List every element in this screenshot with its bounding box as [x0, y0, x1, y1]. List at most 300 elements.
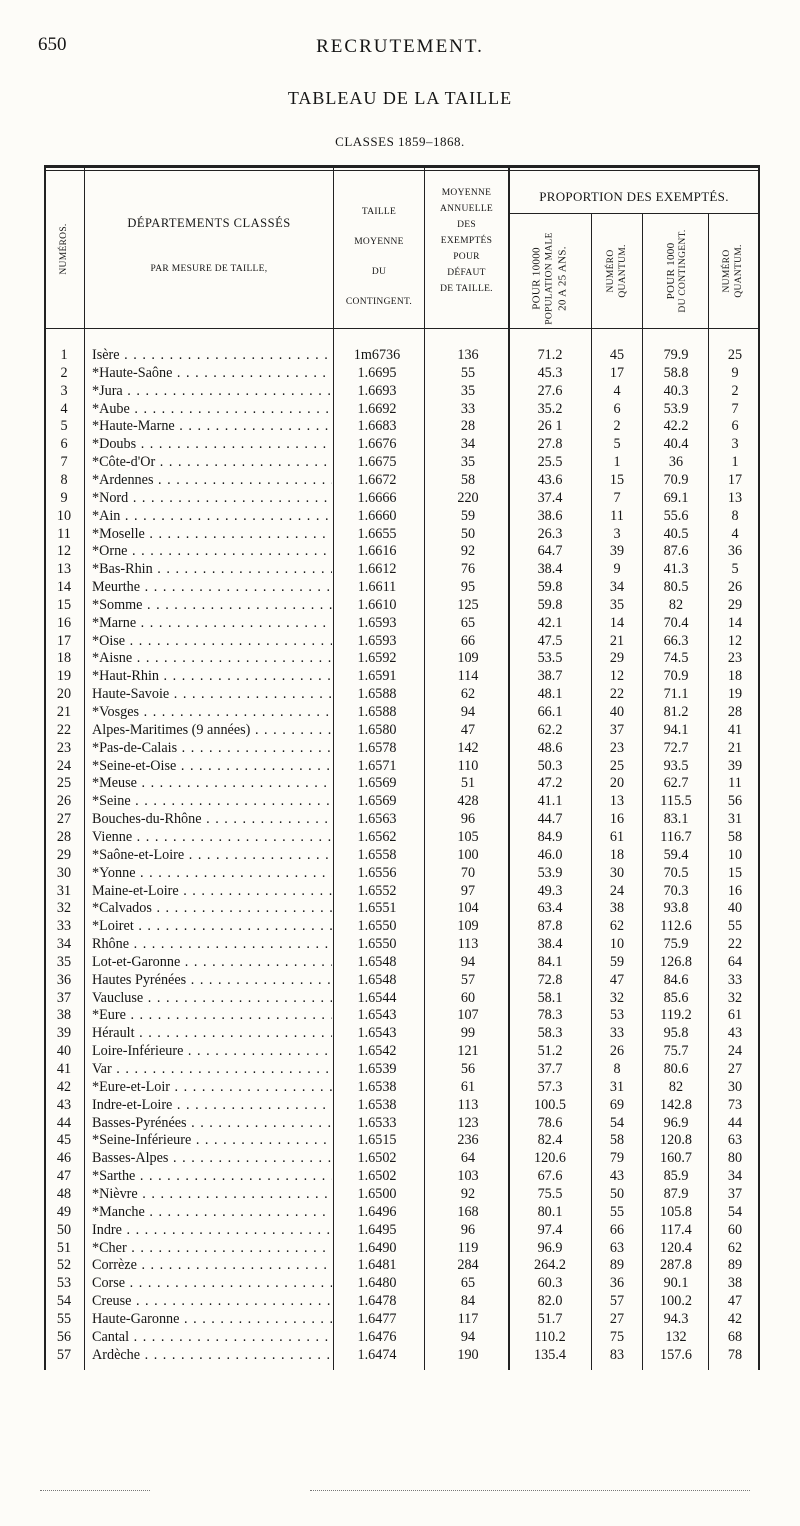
per-10000: 57.3 [537, 1078, 563, 1095]
quantum-rank-1: 36 [609, 1275, 625, 1292]
quantum-rank-2: 26 [727, 579, 743, 596]
per-1000: 58.8 [663, 364, 689, 381]
quantum-rank-2: 89 [727, 1257, 743, 1274]
header-pour1000-l2: DU CONTINGENT. [678, 229, 688, 313]
table-row [44, 704, 760, 722]
per-10000: 48.6 [537, 739, 563, 756]
per-10000: 38.6 [537, 507, 563, 524]
table-row [44, 954, 760, 972]
mean-height: 1.6543 [357, 1007, 397, 1024]
quantum-rank-1: 47 [609, 971, 625, 988]
mean-height: 1.6478 [357, 1293, 397, 1310]
per-10000: 59.8 [537, 579, 563, 596]
quantum-rank-1: 61 [609, 828, 625, 845]
quantum-rank-1: 7 [613, 489, 621, 506]
quantum-rank-1: 14 [609, 614, 625, 631]
quantum-rank-1: 53 [609, 1007, 625, 1024]
row-number: 57 [56, 1346, 72, 1363]
per-10000: 120.6 [534, 1150, 566, 1167]
page-number: 650 [38, 34, 67, 55]
annual-exempted: 103 [457, 1168, 479, 1185]
quantum-rank-2: 68 [727, 1328, 743, 1345]
department-name: Haute-Savoie . . . [92, 686, 332, 704]
quantum-rank-1: 27 [609, 1310, 625, 1327]
department-name: *Yonne . . . [92, 865, 332, 883]
per-10000: 37.7 [537, 1061, 563, 1077]
header-moyenne-l5: POUR [453, 252, 480, 262]
mean-height: 1.6588 [357, 704, 397, 720]
annual-exempted: 104 [457, 900, 479, 917]
mean-height: 1.6515 [357, 1132, 397, 1149]
header-moyenne-l6: DÉFAUT [447, 268, 486, 278]
quantum-rank-1: 63 [609, 1239, 625, 1256]
quantum-rank-2: 55 [727, 918, 743, 935]
department-name: Indre-et-Loire . . . [92, 1097, 332, 1115]
table-row [44, 1257, 760, 1275]
table-row [44, 775, 760, 793]
quantum-rank-2: 12 [727, 632, 743, 649]
annual-exempted: 58 [460, 471, 476, 488]
per-10000: 51.2 [537, 1043, 563, 1060]
row-number: 8 [60, 471, 68, 488]
mean-height: 1.6548 [357, 971, 397, 988]
per-10000: 45.3 [537, 364, 563, 381]
quantum-rank-2: 29 [727, 596, 743, 613]
row-number: 43 [56, 1096, 72, 1113]
annual-exempted: 47 [460, 721, 476, 738]
department-name: *Haute-Saône . . . [92, 365, 332, 383]
annual-exempted: 56 [460, 1061, 476, 1077]
quantum-rank-2: 21 [727, 739, 743, 756]
quantum-rank-1: 15 [609, 471, 625, 488]
quantum-rank-1: 20 [609, 775, 625, 792]
quantum-rank-2: 56 [727, 793, 743, 810]
per-10000: 53.9 [537, 864, 563, 881]
quantum-rank-2: 28 [727, 704, 743, 720]
table-row [44, 847, 760, 865]
per-10000: 26 1 [537, 418, 563, 435]
table-row [44, 1240, 760, 1258]
per-10000: 64.7 [537, 543, 563, 560]
quantum-rank-1: 12 [609, 668, 625, 685]
quantum-rank-1: 1 [613, 454, 621, 471]
quantum-rank-1: 23 [609, 739, 625, 756]
department-name: Loire-Inférieure . . . [92, 1043, 332, 1061]
table-row [44, 1311, 760, 1329]
annual-exempted: 117 [457, 1310, 479, 1327]
row-number: 41 [56, 1061, 72, 1077]
table-title: TABLEAU DE LA TAILLE [287, 88, 513, 108]
quantum-rank-1: 75 [609, 1328, 625, 1345]
row-number: 48 [56, 1185, 72, 1202]
quantum-rank-1: 66 [609, 1221, 625, 1238]
row-number: 22 [56, 721, 72, 738]
proportion-rule [509, 213, 760, 214]
per-1000: 105.8 [660, 1203, 692, 1220]
header-pour10000-l3: 20 A 25 ANS. [556, 246, 569, 311]
department-name: Meurthe . . . [92, 579, 332, 597]
annual-exempted: 110 [457, 757, 479, 774]
department-name: *Meuse . . . [92, 775, 332, 793]
quantum-rank-2: 62 [727, 1239, 743, 1256]
row-number: 10 [56, 507, 72, 524]
quantum-rank-2: 39 [727, 757, 743, 774]
quantum-rank-1: 38 [609, 900, 625, 917]
per-10000: 44.7 [537, 811, 563, 828]
table-row [44, 579, 760, 597]
per-1000: 157.6 [660, 1346, 692, 1363]
table-row [44, 1168, 760, 1186]
header-taille-l2: MOYENNE [354, 237, 404, 247]
mean-height: 1.6666 [357, 489, 397, 506]
department-name: Haute-Garonne . . . [92, 1311, 332, 1329]
per-10000: 264.2 [534, 1257, 566, 1274]
per-10000: 110.2 [534, 1328, 566, 1345]
quantum-rank-2: 80 [727, 1150, 743, 1167]
row-number: 19 [56, 668, 72, 685]
mean-height: 1.6538 [357, 1078, 397, 1095]
per-1000: 79.9 [663, 347, 689, 363]
per-10000: 27.6 [537, 382, 563, 399]
department-name: *Aube . . . [92, 401, 332, 419]
department-name: *Doubs . . . [92, 436, 332, 454]
quantum-rank-1: 62 [609, 918, 625, 935]
per-10000: 59.8 [537, 596, 563, 613]
table-row [44, 1007, 760, 1025]
quantum-rank-2: 43 [727, 1025, 743, 1042]
per-10000: 62.2 [537, 721, 563, 738]
per-1000: 84.6 [663, 971, 689, 988]
mean-height: 1.6672 [357, 471, 397, 488]
per-1000: 132 [665, 1328, 687, 1345]
per-1000: 85.9 [663, 1168, 689, 1185]
table-top-rule-thin [44, 170, 760, 171]
mean-height: 1.6550 [357, 936, 397, 953]
per-10000: 97.4 [537, 1221, 563, 1238]
department-name: Maine-et-Loire . . . [92, 883, 332, 901]
table-row [44, 543, 760, 561]
quantum-rank-2: 5 [731, 561, 739, 578]
row-number: 37 [56, 989, 72, 1006]
row-number: 7 [60, 454, 68, 471]
quantum-rank-1: 11 [610, 507, 624, 524]
quantum-rank-1: 37 [609, 721, 625, 738]
department-name: Lot-et-Garonne . . . [92, 954, 332, 972]
mean-height: 1.6551 [357, 900, 397, 917]
quantum-rank-2: 73 [727, 1096, 743, 1113]
mean-height: 1.6533 [357, 1114, 397, 1131]
quantum-rank-2: 42 [727, 1310, 743, 1327]
mean-height: 1.6569 [357, 775, 397, 792]
mean-height: 1.6683 [357, 418, 397, 435]
mean-height: 1.6556 [357, 864, 397, 881]
per-10000: 72.8 [537, 971, 563, 988]
annual-exempted: 114 [457, 668, 479, 685]
header-moyenne-l7: DE TAILLE. [440, 284, 493, 294]
annual-exempted: 123 [457, 1114, 479, 1131]
row-number: 4 [60, 400, 68, 417]
annual-exempted: 66 [460, 632, 476, 649]
annual-exempted: 99 [460, 1025, 476, 1042]
table-row [44, 865, 760, 883]
quantum-rank-1: 22 [609, 686, 625, 703]
annual-exempted: 76 [460, 561, 476, 578]
department-name: Rhône . . . [92, 936, 332, 954]
table-row [44, 454, 760, 472]
quantum-rank-1: 6 [613, 400, 621, 417]
quantum-rank-1: 32 [609, 989, 625, 1006]
per-1000: 96.9 [663, 1114, 689, 1131]
row-number: 30 [56, 864, 72, 881]
mean-height: 1.6612 [357, 561, 397, 578]
quantum-rank-2: 31 [727, 811, 743, 828]
quantum-rank-2: 24 [727, 1043, 743, 1060]
table-row [44, 508, 760, 526]
per-1000: 40.5 [663, 525, 689, 542]
header-quantum1-l2: QUANTUM. [618, 244, 628, 298]
quantum-rank-2: 14 [727, 614, 743, 631]
per-1000: 87.6 [663, 543, 689, 560]
table-row [44, 383, 760, 401]
mean-height: 1.6563 [357, 811, 397, 828]
annual-exempted: 121 [457, 1043, 479, 1060]
per-1000: 94.1 [663, 721, 689, 738]
row-number: 56 [56, 1328, 72, 1345]
table-row [44, 793, 760, 811]
header-moyenne-l4: EXEMPTÉS [440, 236, 493, 246]
quantum-rank-1: 9 [613, 561, 621, 578]
row-number: 24 [56, 757, 72, 774]
row-number: 12 [56, 543, 72, 560]
annual-exempted: 50 [460, 525, 476, 542]
per-1000: 70.9 [663, 668, 689, 685]
quantum-rank-1: 89 [609, 1257, 625, 1274]
annual-exempted: 96 [460, 1221, 476, 1238]
annual-exempted: 190 [457, 1346, 479, 1363]
per-10000: 38.4 [537, 936, 563, 953]
row-number: 21 [56, 704, 72, 720]
row-number: 53 [56, 1275, 72, 1292]
header-departements-sub: PAR MESURE DE TAILLE, [150, 264, 268, 274]
row-number: 2 [60, 364, 68, 381]
annual-exempted: 92 [460, 543, 476, 560]
quantum-rank-2: 54 [727, 1203, 743, 1220]
mean-height: 1.6571 [357, 757, 397, 774]
header-numeros: NUMÉROS. [59, 223, 69, 275]
per-10000: 53.5 [537, 650, 563, 667]
per-10000: 27.8 [537, 436, 563, 453]
per-1000: 82 [668, 596, 684, 613]
per-1000: 40.3 [663, 382, 689, 399]
annual-exempted: 96 [460, 811, 476, 828]
annual-exempted: 113 [457, 936, 479, 953]
quantum-rank-2: 17 [727, 471, 743, 488]
mean-height: 1.6477 [357, 1310, 397, 1327]
quantum-rank-2: 38 [727, 1275, 743, 1292]
department-name: Bouches-du-Rhône . . . [92, 811, 332, 829]
quantum-rank-1: 21 [609, 632, 625, 649]
mean-height: 1.6610 [357, 596, 397, 613]
row-number: 1 [60, 347, 68, 363]
header-moyenne-l2: ANNUELLE [439, 204, 494, 214]
header-taille-l1: TAILLE [361, 207, 397, 217]
quantum-rank-2: 27 [727, 1061, 743, 1077]
department-name: *Aisne . . . [92, 650, 332, 668]
per-1000: 72.7 [663, 739, 689, 756]
annual-exempted: 97 [460, 882, 476, 899]
table-row [44, 561, 760, 579]
header-taille-l4: CONTINGENT. [345, 297, 413, 307]
mean-height: 1m6736 [353, 347, 401, 363]
table-row [44, 418, 760, 436]
row-number: 50 [56, 1221, 72, 1238]
per-1000: 95.8 [663, 1025, 689, 1042]
row-number: 25 [56, 775, 72, 792]
table-row [44, 1025, 760, 1043]
per-1000: 80.5 [663, 579, 689, 596]
per-10000: 78.3 [537, 1007, 563, 1024]
mean-height: 1.6558 [357, 846, 397, 863]
quantum-rank-2: 19 [727, 686, 743, 703]
per-10000: 100.5 [534, 1096, 566, 1113]
quantum-rank-2: 23 [727, 650, 743, 667]
per-1000: 42.2 [663, 418, 689, 435]
per-1000: 85.6 [663, 989, 689, 1006]
table-row [44, 883, 760, 901]
mean-height: 1.6480 [357, 1275, 397, 1292]
mean-height: 1.6593 [357, 614, 397, 631]
row-number: 32 [56, 900, 72, 917]
annual-exempted: 95 [460, 579, 476, 596]
quantum-rank-2: 2 [731, 382, 739, 399]
quantum-rank-1: 26 [609, 1043, 625, 1060]
department-name: *Saône-et-Loire . . . [92, 847, 332, 865]
department-name: Hautes Pyrénées . . . [92, 972, 332, 990]
mean-height: 1.6495 [357, 1221, 397, 1238]
mean-height: 1.6569 [357, 793, 397, 810]
running-head: RECRUTEMENT. [316, 36, 484, 57]
header-quantum2-l1: NUMÉRO [722, 249, 732, 293]
table-row [44, 1204, 760, 1222]
table-row [44, 597, 760, 615]
department-name: Ardèche . . . [92, 1347, 332, 1365]
quantum-rank-2: 1 [731, 454, 739, 471]
table-row [44, 615, 760, 633]
row-number: 20 [56, 686, 72, 703]
per-1000: 74.5 [663, 650, 689, 667]
department-name: *Orne . . . [92, 543, 332, 561]
row-number: 42 [56, 1078, 72, 1095]
quantum-rank-2: 34 [727, 1168, 743, 1185]
department-name: *Calvados . . . [92, 900, 332, 918]
per-1000: 83.1 [663, 811, 689, 828]
table-row [44, 1043, 760, 1061]
per-1000: 115.5 [660, 793, 692, 810]
mean-height: 1.6474 [357, 1346, 397, 1363]
department-name: Isère . . . [92, 347, 332, 365]
annual-exempted: 109 [457, 918, 479, 935]
footer-rule-right [310, 1490, 750, 1491]
mean-height: 1.6591 [357, 668, 397, 685]
quantum-rank-2: 18 [727, 668, 743, 685]
per-10000: 67.6 [537, 1168, 563, 1185]
per-10000: 51.7 [537, 1310, 563, 1327]
quantum-rank-2: 22 [727, 936, 743, 953]
header-bottom-rule [44, 328, 760, 329]
per-10000: 46.0 [537, 846, 563, 863]
mean-height: 1.6593 [357, 632, 397, 649]
department-name: *Marne . . . [92, 615, 332, 633]
quantum-rank-2: 9 [731, 364, 739, 381]
per-1000: 94.3 [663, 1310, 689, 1327]
per-1000: 82 [668, 1078, 684, 1095]
per-10000: 135.4 [534, 1346, 566, 1363]
table-row [44, 347, 760, 365]
annual-exempted: 105 [457, 828, 479, 845]
per-1000: 93.5 [663, 757, 689, 774]
quantum-rank-2: 41 [727, 721, 743, 738]
mean-height: 1.6695 [357, 364, 397, 381]
per-1000: 59.4 [663, 846, 689, 863]
row-number: 5 [60, 418, 68, 435]
header-moyenne-l3: DES [457, 220, 476, 230]
quantum-rank-1: 33 [609, 1025, 625, 1042]
per-1000: 69.1 [663, 489, 689, 506]
department-name: *Nièvre . . . [92, 1186, 332, 1204]
table-row [44, 1222, 760, 1240]
quantum-rank-2: 7 [731, 400, 739, 417]
per-10000: 71.2 [537, 347, 563, 363]
annual-exempted: 28 [460, 418, 476, 435]
annual-exempted: 70 [460, 864, 476, 881]
department-name: Hérault . . . [92, 1025, 332, 1043]
annual-exempted: 59 [460, 507, 476, 524]
quantum-rank-1: 69 [609, 1096, 625, 1113]
quantum-rank-1: 34 [609, 579, 625, 596]
footer-rule-left [40, 1490, 150, 1491]
table-top-rule [44, 165, 760, 168]
annual-exempted: 168 [457, 1203, 479, 1220]
annual-exempted: 119 [457, 1239, 479, 1256]
per-10000: 58.3 [537, 1025, 563, 1042]
table-row [44, 918, 760, 936]
quantum-rank-1: 4 [613, 382, 621, 399]
quantum-rank-2: 32 [727, 989, 743, 1006]
quantum-rank-1: 18 [609, 846, 625, 863]
per-1000: 70.4 [663, 614, 689, 631]
department-name: *Vosges . . . [92, 704, 332, 722]
mean-height: 1.6693 [357, 382, 397, 399]
row-number: 40 [56, 1043, 72, 1060]
quantum-rank-2: 3 [731, 436, 739, 453]
mean-height: 1.6578 [357, 739, 397, 756]
quantum-rank-2: 60 [727, 1221, 743, 1238]
annual-exempted: 113 [457, 1096, 479, 1113]
per-10000: 47.5 [537, 632, 563, 649]
department-name: Corse . . . [92, 1275, 332, 1293]
quantum-rank-1: 40 [609, 704, 625, 720]
annual-exempted: 62 [460, 686, 476, 703]
table-row [44, 1150, 760, 1168]
department-name: Vienne . . . [92, 829, 332, 847]
table-row [44, 526, 760, 544]
quantum-rank-1: 2 [613, 418, 621, 435]
per-1000: 75.9 [663, 936, 689, 953]
department-name: *Moselle . . . [92, 526, 332, 544]
mean-height: 1.6552 [357, 882, 397, 899]
per-10000: 78.6 [537, 1114, 563, 1131]
row-number: 14 [56, 579, 72, 596]
